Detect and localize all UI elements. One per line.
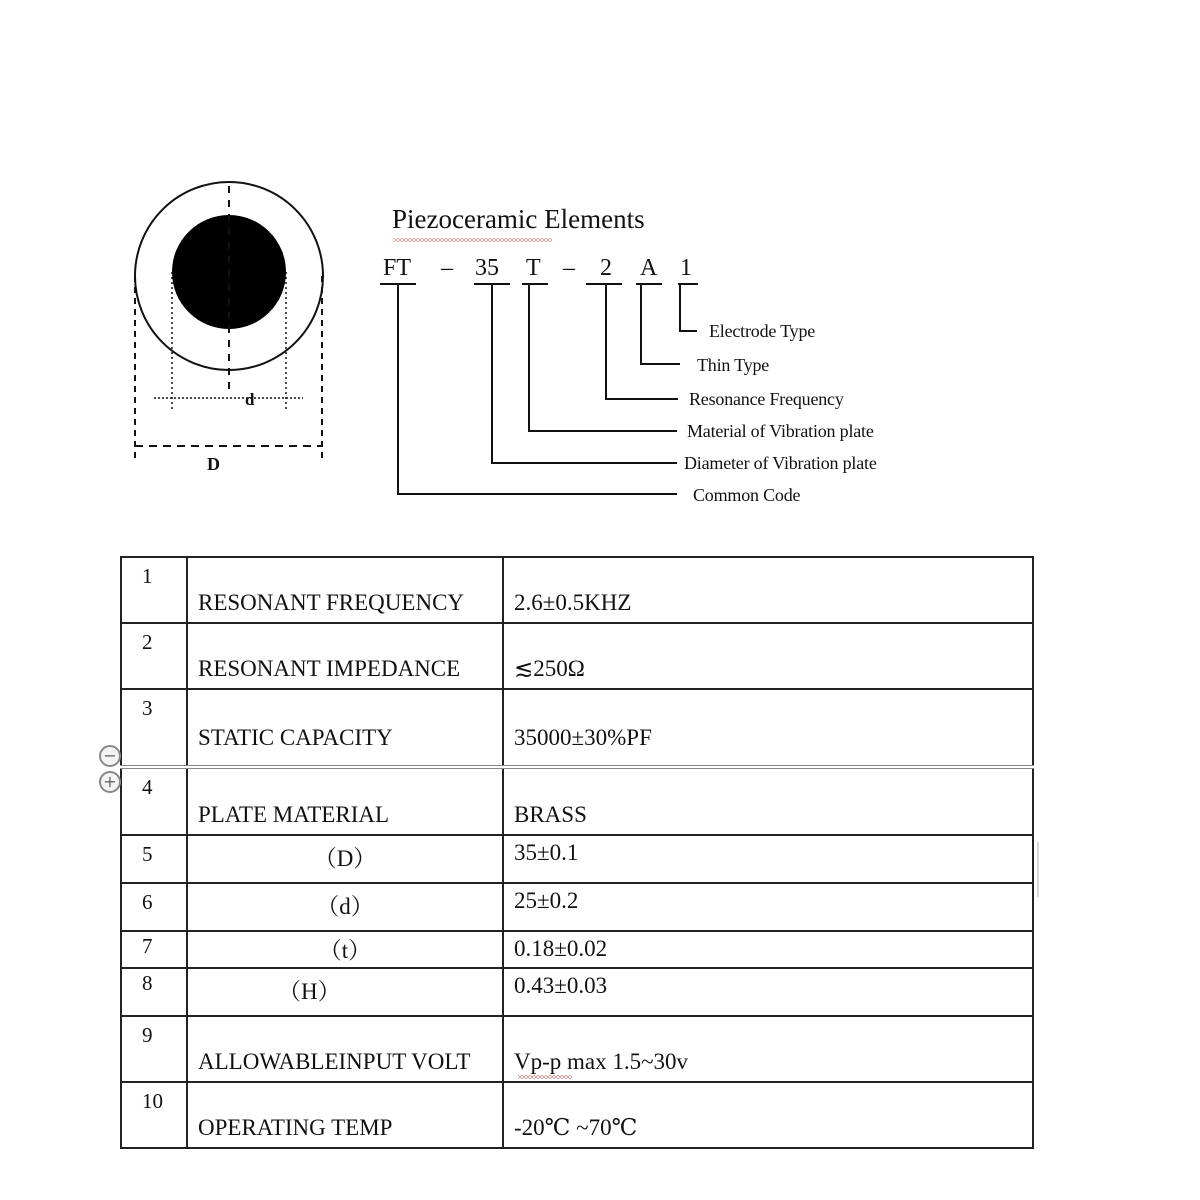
leader-material — [529, 284, 677, 431]
label-common-code: Common Code — [693, 485, 801, 505]
leader-electrode-type — [680, 284, 697, 331]
table-edge-marker — [1037, 842, 1039, 897]
code-2: 2 — [600, 255, 612, 281]
row-number: 4 — [121, 767, 187, 835]
param-name: STATIC CAPACITY — [187, 689, 503, 767]
table-row — [121, 968, 1033, 1016]
param-value: 25±0.2 — [503, 883, 1033, 931]
label-diameter: Diameter of Vibration plate — [684, 453, 877, 473]
param-value: 2.6±0.5KHZ — [503, 557, 1033, 623]
param-name: RESONANT IMPEDANCE — [187, 623, 503, 689]
code-dash-2: – — [563, 255, 575, 281]
table-row — [121, 835, 1033, 883]
label-material: Material of Vibration plate — [687, 421, 874, 441]
param-name: OPERATING TEMP — [187, 1082, 503, 1148]
code-dash-1: – — [441, 255, 453, 281]
code-1: 1 — [680, 255, 692, 281]
leader-thin-type — [641, 284, 680, 364]
row-number: 1 — [121, 557, 187, 623]
code-ft: FT — [383, 255, 412, 281]
param-value: 35000±30%PF — [503, 689, 1033, 767]
label-electrode-type: Electrode Type — [709, 321, 816, 341]
param-name: （H） — [187, 968, 503, 1016]
param-value: Vp-p max 1.5~30v — [503, 1016, 1033, 1082]
param-name: （D） — [187, 835, 503, 883]
param-name: ALLOWABLEINPUT VOLT — [187, 1016, 503, 1082]
code-a: A — [640, 255, 658, 281]
spellcheck-underline — [394, 238, 552, 242]
param-value: -20℃ ~70℃ — [503, 1082, 1033, 1148]
code-t: T — [526, 255, 541, 281]
param-value: 35±0.1 — [503, 835, 1033, 883]
plus-circle-icon[interactable]: + — [99, 771, 121, 793]
param-name: （t） — [187, 931, 503, 968]
spec-table — [120, 556, 1034, 1149]
row-number: 6 — [121, 883, 187, 931]
param-value: 0.43±0.03 — [503, 968, 1033, 1016]
row-number: 2 — [121, 623, 187, 689]
table-row — [121, 1082, 1033, 1148]
code-35: 35 — [475, 255, 499, 281]
row-number: 3 — [121, 689, 187, 767]
row-number: 7 — [121, 931, 187, 968]
minus-circle-icon[interactable]: − — [99, 745, 121, 767]
table-row — [121, 883, 1033, 931]
table-row — [121, 931, 1033, 968]
row-number: 5 — [121, 835, 187, 883]
table-row — [121, 623, 1033, 689]
row-number: 8 — [121, 968, 187, 1016]
param-value: ≲250Ω — [503, 623, 1033, 689]
spellcheck-underline — [518, 1075, 572, 1079]
param-value: BRASS — [503, 767, 1033, 835]
leader-diameter — [492, 284, 677, 463]
table-row — [121, 767, 1033, 835]
param-value: 0.18±0.02 — [503, 931, 1033, 968]
table-row — [121, 689, 1033, 767]
row-number: 9 — [121, 1016, 187, 1082]
table-row — [121, 1016, 1033, 1082]
diagram-title: Piezoceramic Elements — [392, 204, 645, 234]
label-resonance-frequency: Resonance Frequency — [689, 389, 844, 409]
label-thin-type: Thin Type — [697, 355, 770, 375]
row-number: 10 — [121, 1082, 187, 1148]
dim-label-d: d — [245, 390, 255, 409]
param-name: RESONANT FREQUENCY — [187, 557, 503, 623]
param-name: PLATE MATERIAL — [187, 767, 503, 835]
param-name: （d） — [187, 883, 503, 931]
dim-label-D: D — [207, 454, 220, 474]
table-row — [121, 557, 1033, 623]
